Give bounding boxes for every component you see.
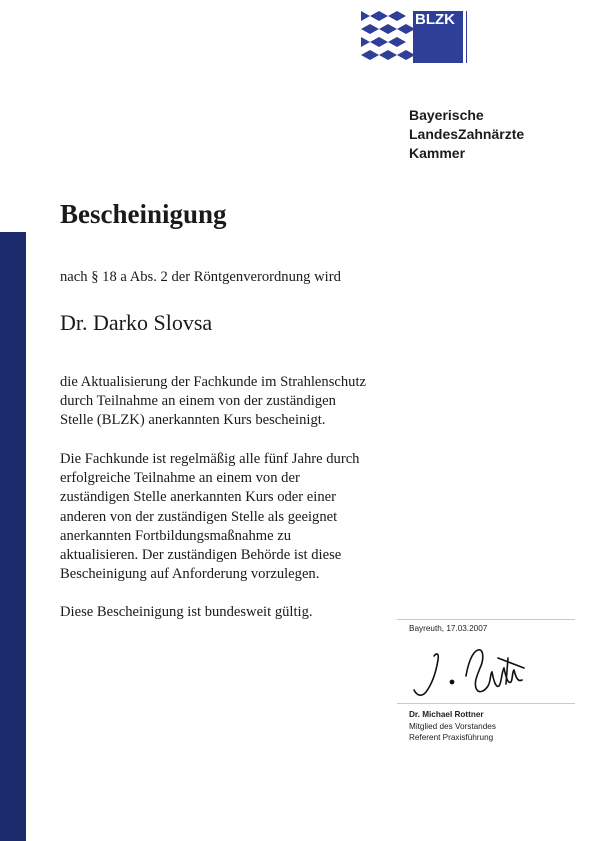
- organization-name-line: Bayerische: [409, 107, 484, 123]
- text-line: Die Fachkunde ist regelmäßig alle fünf Jahre durch: [60, 451, 360, 467]
- signer-role: Mitglied des Vorstandes: [409, 721, 496, 731]
- signature-bottom-rule: [397, 703, 575, 704]
- signature-top-rule: [397, 619, 575, 620]
- signer-role: Referent Praxisführung: [409, 733, 494, 742]
- logo-wordmark: BLZK: [413, 11, 463, 63]
- text-line: anderen von der zuständigen Stelle als geeignet: [60, 508, 338, 525]
- text-line: erfolgreiche Teilnahme an einem von der: [60, 470, 300, 487]
- text-line: aktualisieren. Der zuständigen Behörde ist diese: [60, 547, 342, 564]
- document-title: Bescheinigung: [60, 199, 227, 229]
- text-line: Bescheinigung auf Anforderung vorzulegen.: [60, 566, 320, 583]
- bavarian-lozenge-flag-icon: [361, 11, 413, 63]
- signer-details: [409, 709, 496, 744]
- recipient-name: Dr. Darko Slovsa: [60, 310, 213, 335]
- text-line: Stelle (BLZK) anerkannten Kurs bescheinigt.: [60, 412, 326, 429]
- signer-name: Dr. Michael Rottner: [409, 710, 484, 719]
- text-line: durch Teilnahme an einem von der zuständigen: [60, 393, 336, 410]
- text-line: zuständigen Stelle anerkannten Kurs oder einer: [60, 489, 336, 506]
- paragraph-validity: Diese Bescheinigung ist bundesweit gültig.: [60, 604, 313, 620]
- paragraph-confirmation: [60, 373, 405, 431]
- organization-name: [409, 106, 524, 163]
- organization-name-line: Kammer: [409, 145, 466, 161]
- logo-divider: [466, 11, 467, 63]
- intro-line: nach § 18 a Abs. 2 der Röntgenverordnung wird: [60, 269, 341, 285]
- side-accent-bar: [0, 232, 26, 841]
- handwritten-signature: [404, 638, 534, 704]
- paragraph-renewal-notice: [60, 450, 405, 584]
- text-line: die Aktualisierung der Fachkunde im Strahlenschutz: [60, 374, 366, 390]
- organization-name-line: LandesZahnärzte: [409, 126, 525, 142]
- text-line: anerkannten Fortbildungsmaßnahme zu: [60, 527, 292, 544]
- place-and-date: Bayreuth, 17.03.2007: [409, 624, 488, 633]
- blzk-logo: [361, 11, 463, 63]
